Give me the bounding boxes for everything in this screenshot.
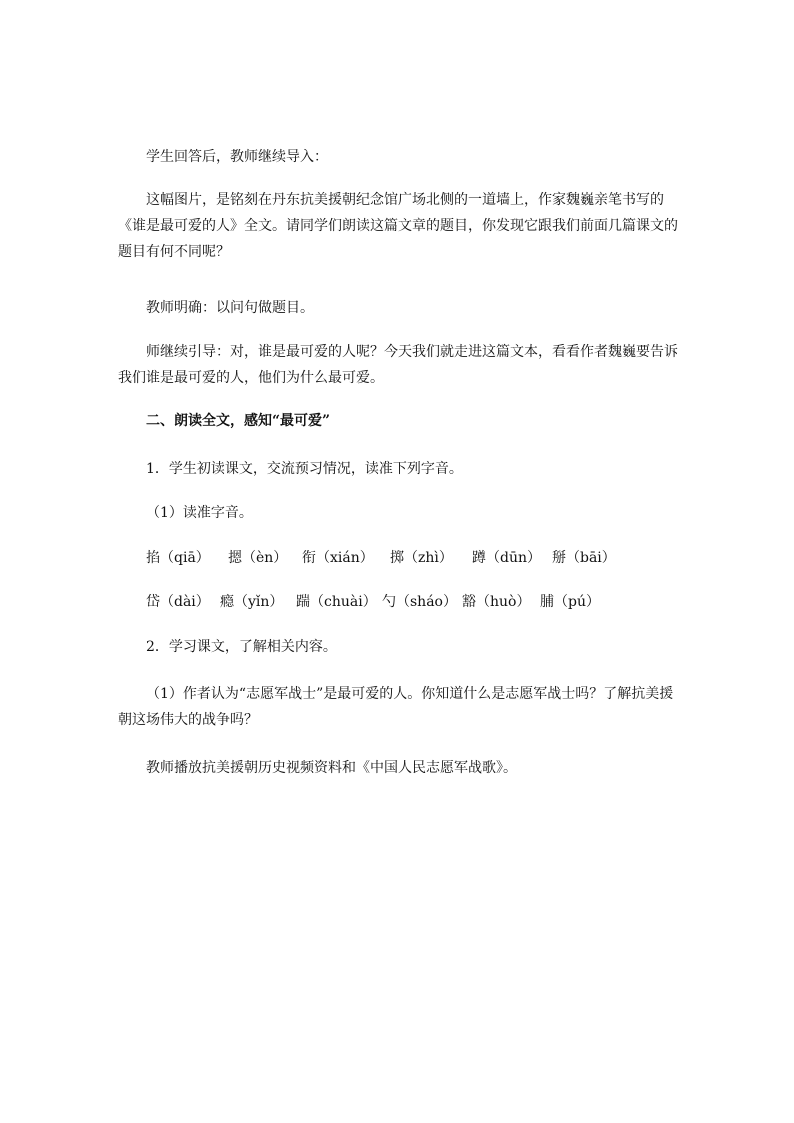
pinyin-item: 摁（èn） [228,550,288,566]
paragraph-teacher-plays-video: 教师播放抗美援朝历史视频资料和《中国人民志愿军战歌》。 [146,760,517,776]
pinyin-item: 掰（bāi） [552,550,616,566]
paragraph-volunteer-question: （1）作者认为“志愿军战士”是最可爱的人。你知道什么是志愿军战士吗？了解抗美援朝这场伟大的战争吗？ [118,686,674,728]
pinyin-item: 掐（qiā） [146,550,210,566]
paragraph-first-reading: 1．学生初读课文，交流预习情况，读准下列字音。 [146,461,463,477]
pinyin-item: 踹（chuài） [296,594,377,610]
paragraph-intro-continue: 学生回答后，教师继续导入： [146,149,328,165]
paragraph-study-text: 2．学习课文，了解相关内容。 [146,639,337,655]
pinyin-item: 瘾（yǐn） [220,594,284,610]
pinyin-item: 脯（pú） [540,594,600,610]
paragraph-teacher-clarify: 教师明确：以问句做题目。 [146,300,314,316]
pinyin-item: 衔（xián） [302,550,374,566]
pinyin-item: 岱（dài） [146,594,210,610]
pinyin-list-row-2 [146,589,666,615]
pinyin-item: 豁（huò） [462,594,531,610]
pinyin-item: 掷（zhì） [390,550,453,566]
paragraph-read-pronunciation: （1）读准字音。 [146,505,253,521]
pinyin-item: 蹲（dūn） [472,550,541,566]
section-heading-2: 二、朗读全文，感知“最可爱” [146,413,331,429]
paragraph-image-description: 这幅图片，是铭刻在丹东抗美援朝纪念馆广场北侧的一道墙上，作家魏巍亲笔书写的《谁是最可爱的人》全文。请同学们朗读这篇文章的题目，你发现它跟我们前面几篇课文的题目有何不同呢？ [118,192,678,260]
pinyin-list-row-1 [146,545,666,571]
pinyin-item: 勺（sháo） [382,594,457,610]
paragraph-teacher-guide: 师继续引导：对，谁是最可爱的人呢？今天我们就走进这篇文本，看看作者魏巍要告诉我们谁是最可爱的人，他们为什么最可爱。 [118,344,678,386]
